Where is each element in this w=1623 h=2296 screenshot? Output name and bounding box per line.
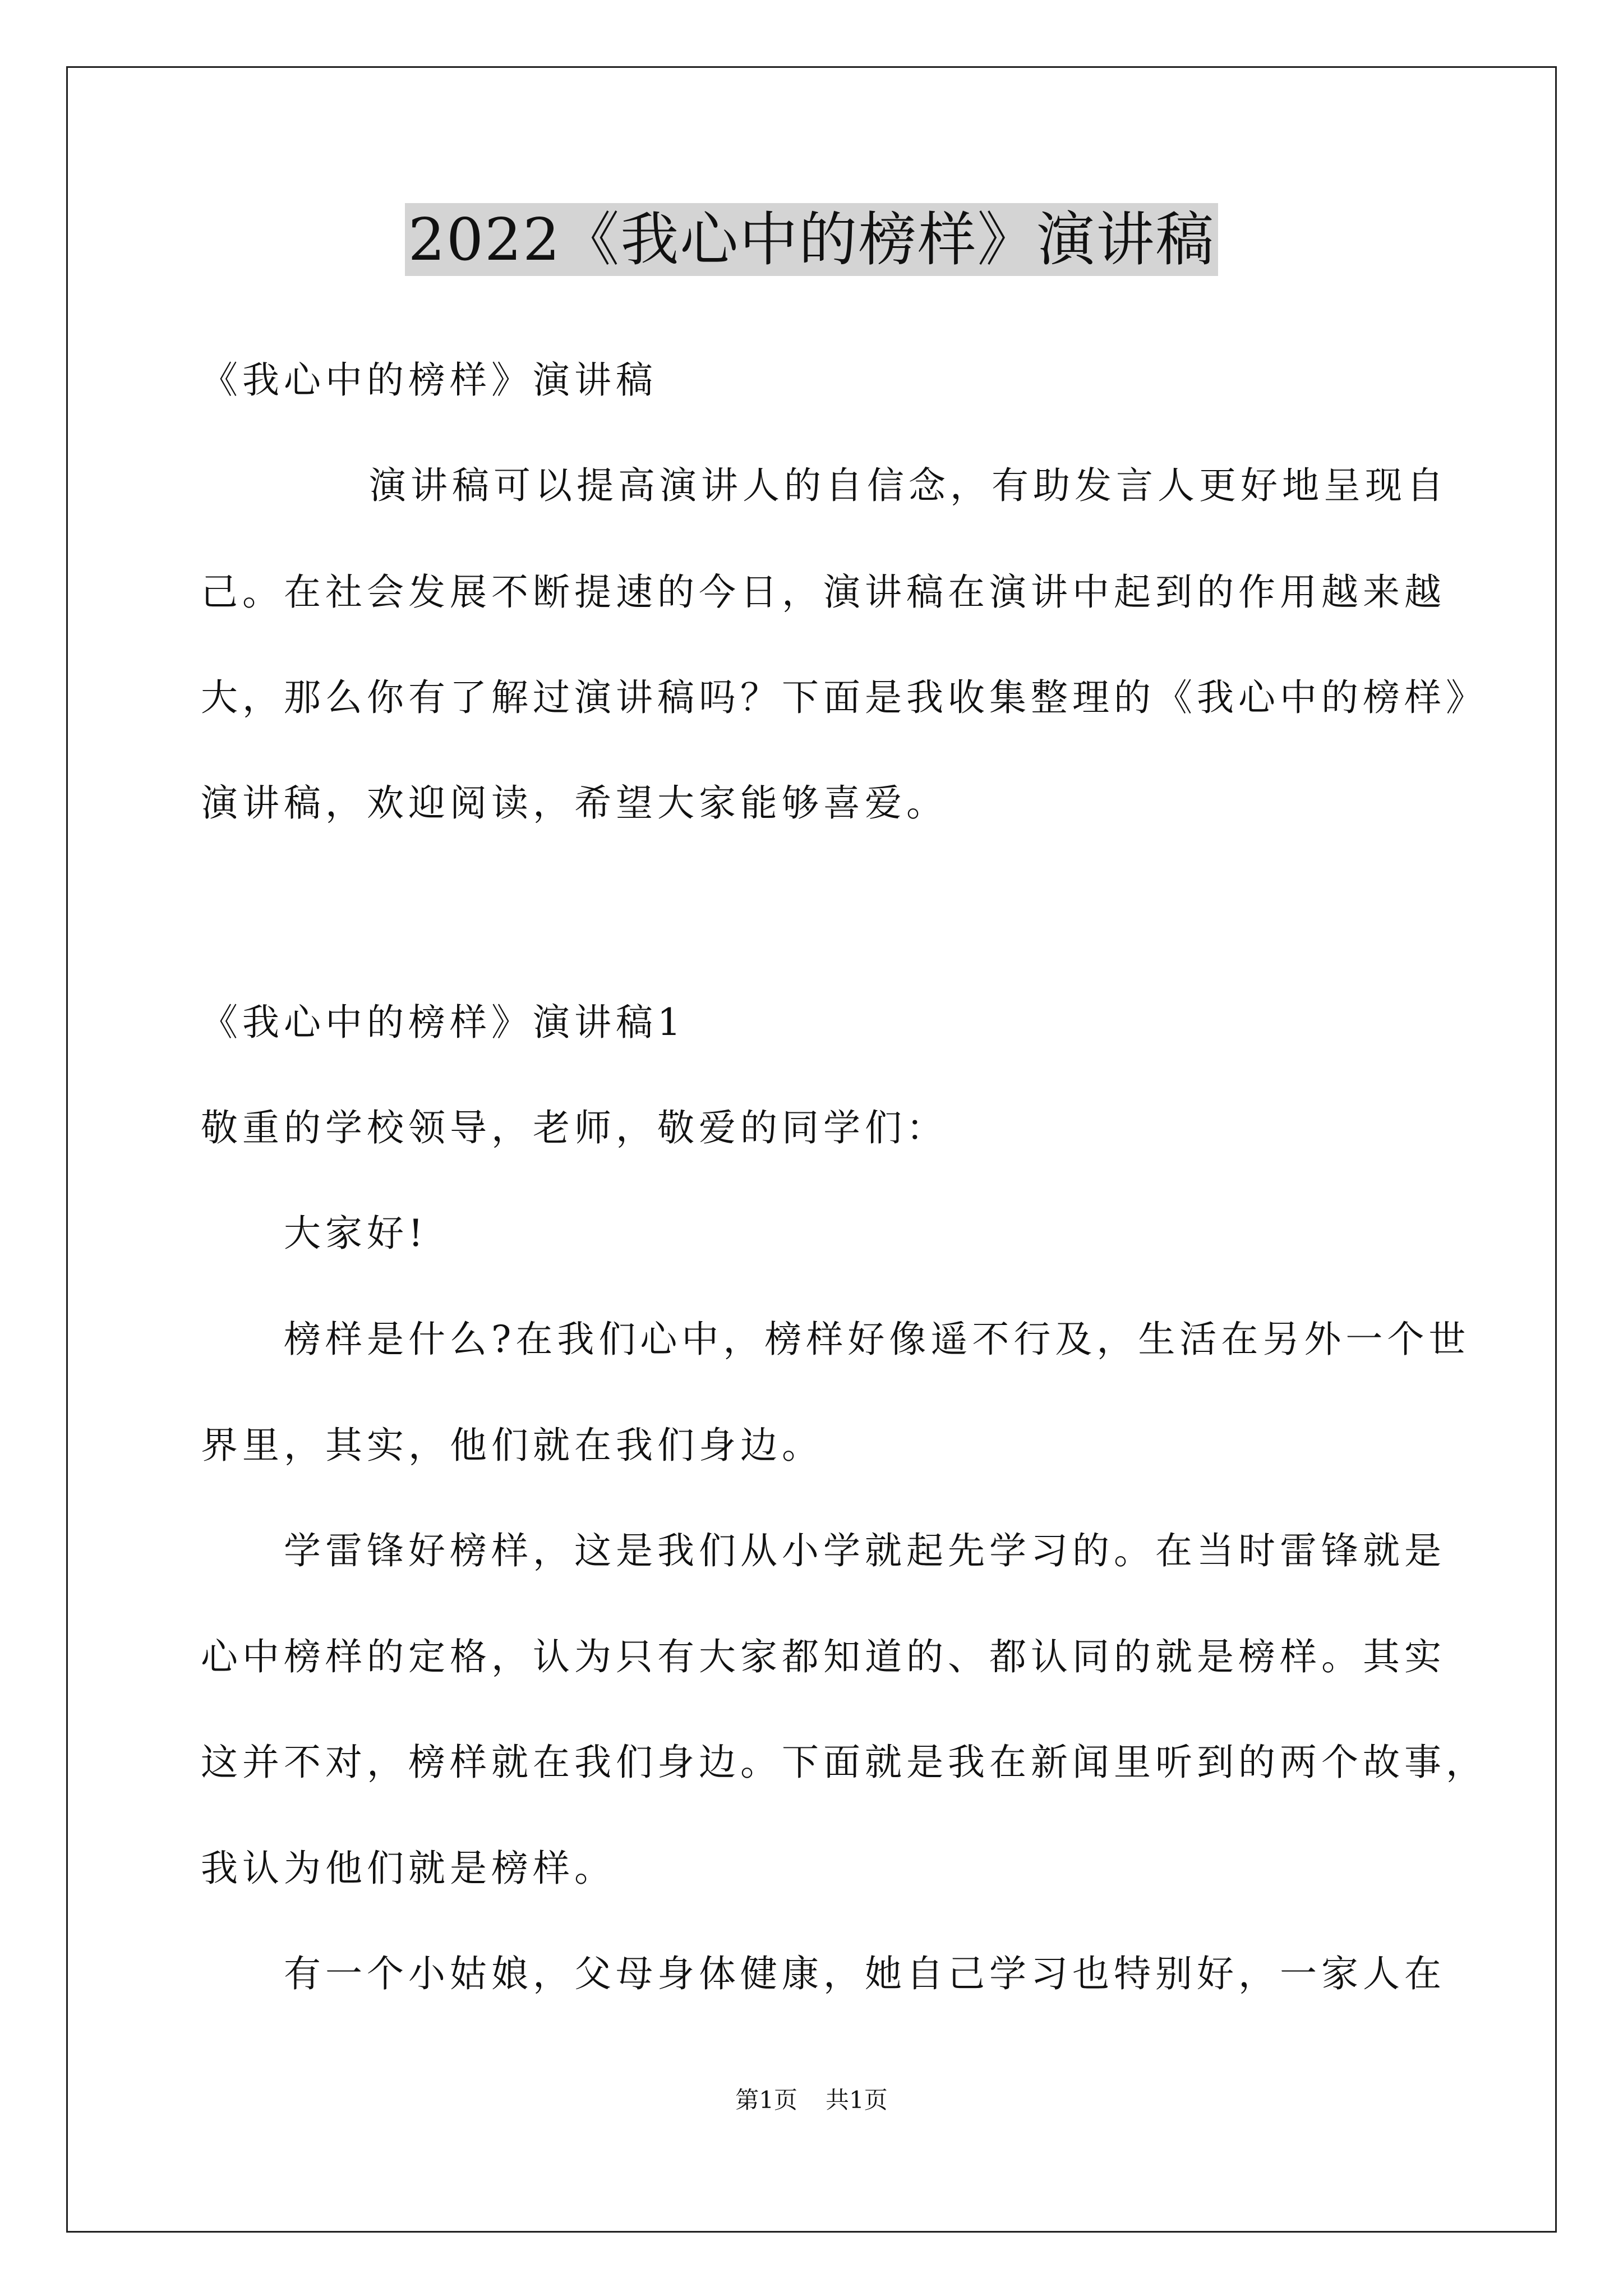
subtitle: 《我心中的榜样》演讲稿 bbox=[201, 358, 657, 402]
body-line: 界里，其实，他们就在我们身边。 bbox=[201, 1424, 823, 1467]
document-title-text: 2022《我心中的榜样》演讲稿 bbox=[405, 203, 1219, 276]
intro-line: 演讲稿，欢迎阅读，希望大家能够喜爱。 bbox=[201, 781, 948, 825]
intro-line: 演讲稿可以提高演讲人的自信念，有助发言人更好地呈现自 bbox=[369, 464, 1448, 507]
page-number: 第1页 bbox=[735, 2086, 797, 2114]
body-line: 心中榜样的定格，认为只有大家都知道的、都认同的就是榜样。其实 bbox=[201, 1635, 1446, 1678]
page-footer bbox=[0, 2086, 1623, 2115]
document-title bbox=[0, 203, 1623, 276]
salutation: 敬重的学校领导，老师，敬爱的同学们： bbox=[201, 1106, 948, 1149]
intro-line: 大，那么你有了解过演讲稿吗？下面是我收集整理的《我心中的榜样》 bbox=[201, 676, 1487, 719]
body-line: 学雷锋好榜样，这是我们从小学就起先学习的。在当时雷锋就是 bbox=[284, 1529, 1446, 1572]
greeting: 大家好! bbox=[284, 1212, 428, 1255]
body-line: 榜样是什么?在我们心中，榜样好像遥不行及，生活在另外一个世 bbox=[284, 1318, 1470, 1361]
page-total: 共1页 bbox=[826, 2086, 888, 2114]
body-line: 这并不对，榜样就在我们身边。下面就是我在新闻里听到的两个故事， bbox=[201, 1741, 1487, 1784]
section-heading: 《我心中的榜样》演讲稿1 bbox=[201, 1001, 685, 1044]
intro-line: 己。在社会发展不断提速的今日，演讲稿在演讲中起到的作用越来越 bbox=[201, 570, 1446, 614]
body-line: 有一个小姑娘，父母身体健康，她自己学习也特别好，一家人在 bbox=[284, 1952, 1446, 1995]
body-line: 我认为他们就是榜样。 bbox=[201, 1847, 616, 1890]
